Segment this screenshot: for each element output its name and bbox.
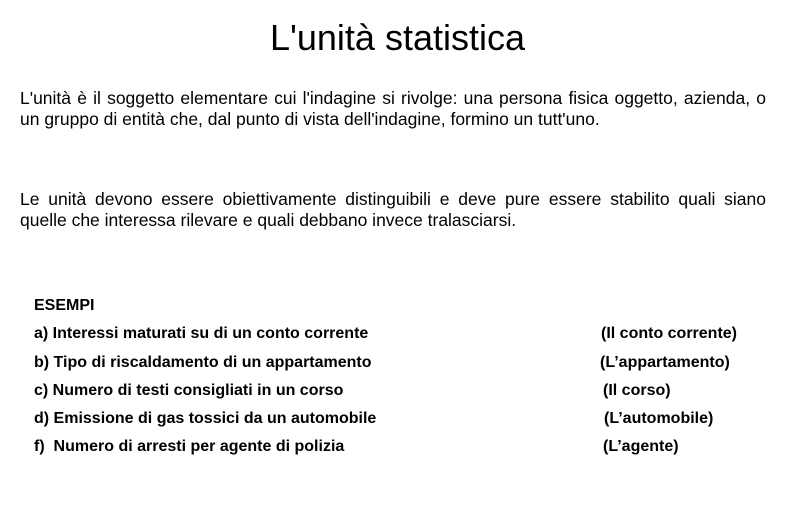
example-label: a) Interessi maturati su di un conto corrente [34, 325, 369, 342]
example-unit: (Il conto corrente) [601, 325, 738, 342]
example-unit: (L’automobile) [604, 410, 714, 427]
example-row-d [34, 407, 774, 431]
definition-paragraph: L'unità è il soggetto elementare cui l'indagine si rivolge: una persona fisica oggetto, azienda, o un gruppo di entità che, dal punto di vista dell'indagine, formino un tutt'uno. [20, 88, 766, 129]
example-row-c [34, 379, 774, 403]
example-label: d) Emissione di gas tossici da un automobile [34, 410, 377, 427]
example-row-f [34, 435, 774, 459]
example-label: c) Numero di testi consigliati in un corso [34, 382, 344, 399]
example-unit: (L’agente) [603, 438, 679, 455]
examples-heading: ESEMPI [34, 297, 95, 314]
example-unit: (L’appartamento) [600, 354, 730, 371]
page-title: L'unità statistica [269, 17, 525, 58]
example-row-b [34, 351, 774, 375]
distinguishability-paragraph: Le unità devono essere obiettivamente distinguibili e deve pure essere stabilito quali siano quelle che interessa rilevare e quali debbano invece tralasciarsi. [20, 189, 766, 230]
example-label: b) Tipo di riscaldamento di un appartamento [34, 354, 372, 371]
example-row-a [34, 322, 774, 346]
example-unit: (Il corso) [603, 382, 671, 399]
example-label: f) Numero di arresti per agente di polizia [34, 438, 345, 455]
